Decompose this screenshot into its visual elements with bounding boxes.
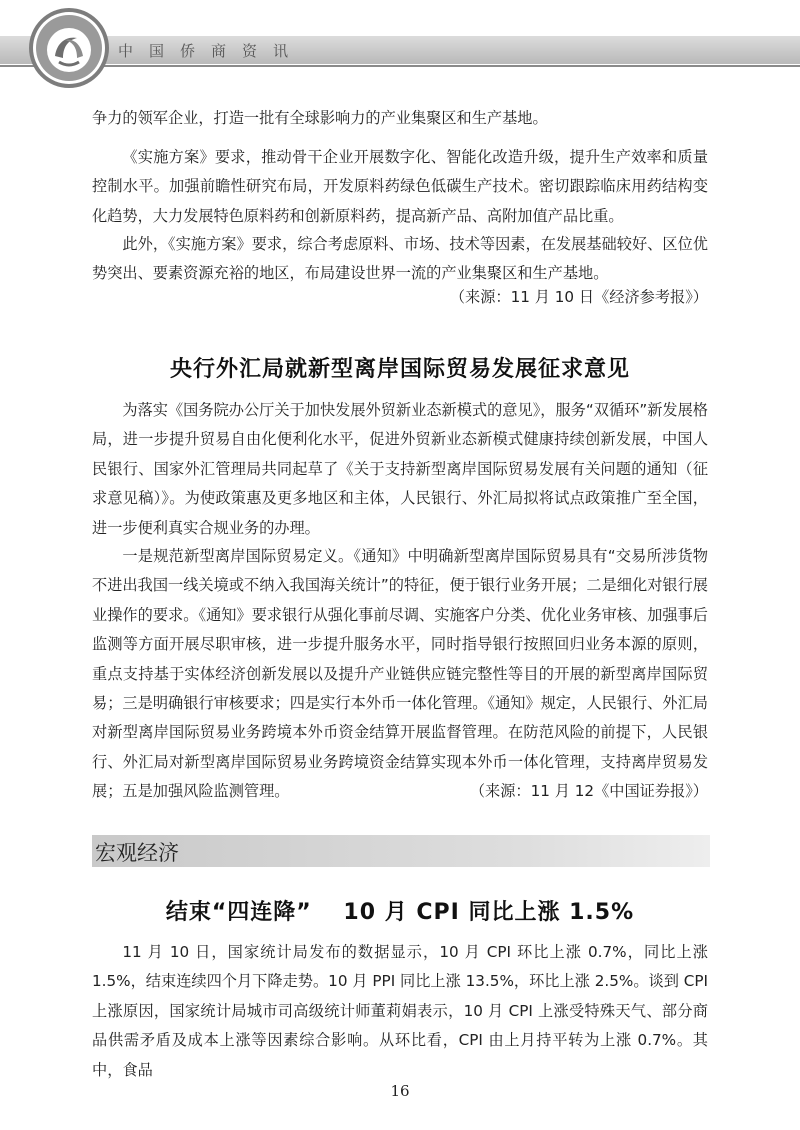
paragraph: 11 月 10 日，国家统计局发布的数据显示，10 月 CPI 环比上涨 0.7%，同比上涨 1.5%，结束连续四个月下降走势。10 月 PPI 同比上涨 13.5%，环比上涨 2.5%。谈到 CPI 上涨原因，国家统计局城市司高级统计师董莉娟表示，10 月 CPI 上涨受特殊天气、部分商品供需矛盾及成本上涨等因素综合影响。从环比看，CPI 由上月持平转为上涨 0.7%。其中，食品	[92, 943, 708, 1079]
article-source: （来源：11 月 12《中国证券报》）	[469, 782, 708, 801]
paragraph: 《实施方案》要求，推动骨干企业开展数字化、智能化改造升级，提升生产效率和质量控制水平。加强前瞻性研究布局，开发原料药绿色低碳生产技术。密切跟踪临床用药结构变化趋势，大力发展特色原料药和创新原料药，提高新产品、高附加值产品比重。	[92, 148, 708, 225]
paragraph	[92, 542, 708, 807]
article-headline: 结束“四连降” 10 月 CPI 同比上涨 1.5%	[165, 900, 635, 925]
paragraph: 为落实《国务院办公厅关于加快发展外贸新业态新模式的意见》，服务“双循环”新发展格局，进一步提升贸易自由化便利化水平，促进外贸新业态新模式健康持续创新发展，中国人民银行、国家外汇管理局共同起草了《关于支持新型离岸国际贸易发展有关问题的通知（征求意见稿）》。为使政策惠及更多地区和主体，人民银行、外汇局拟将试点政策推广至全国，进一步便利真实合规业务的办理。	[92, 401, 708, 537]
paragraph: 争力的领军企业，打造一批有全球影响力的产业集聚区和生产基地。	[92, 109, 548, 127]
paragraph-text: 一是规范新型离岸国际贸易定义。《通知》中明确新型离岸国际贸易具有“交易所涉货物不进出我国一线关境或不纳入我国海关统计”的特征，便于银行业务开展；二是细化对银行展业操作的要求。《通知》要求银行从强化事前尽调、实施客户分类、优化业务审核、加强事后监测等方面开展尽职审核，进一步提升服务水平，同时指导银行按照回归业务本源的原则，重点支持基于实体经济创新发展以及提升产业链供应链完整性等目的开展的新型离岸国际贸易；三是明确银行审核要求；四是实行本外币一体化管理。《通知》规定，人民银行、外汇局对新型离岸国际贸易业务跨境本外币资金结算开展监督管理。在防范风险的前提下，人民银行、外汇局对新型离岸国际贸易业务跨境资金结算实现本外币一体化管理，支持离岸贸易发展；五是加强风险监测管理。	[92, 547, 708, 801]
section-band	[92, 835, 710, 867]
header-title: 中国侨商资讯	[118, 42, 305, 60]
article-headline: 央行外汇局就新型离岸国际贸易发展征求意见	[169, 357, 630, 382]
paragraph: 此外，《实施方案》要求，综合考虑原料、市场、技术等因素，在发展基础较好、区位优势突出、要素资源充裕的地区，布局建设世界一流的产业集聚区和生产基地。	[92, 235, 708, 283]
article-source: （来源：11 月 10 日《经济参考报》）	[449, 288, 708, 306]
section-label: 宏观经济	[95, 841, 179, 865]
page-number: 16	[390, 1082, 410, 1100]
federation-logo-icon	[27, 6, 111, 90]
